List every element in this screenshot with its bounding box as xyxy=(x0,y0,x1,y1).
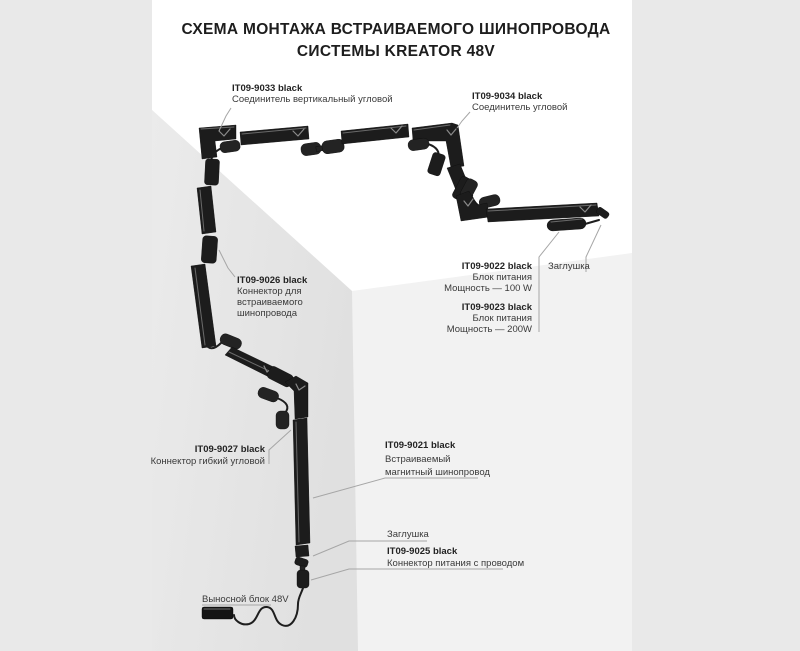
recessed-connector-9026 xyxy=(201,236,218,264)
label-9022-part: IT09-9022 black xyxy=(461,261,532,272)
label-9023-part: IT09-9023 black xyxy=(461,302,532,313)
label-9021-desc2: магнитный шинопровод xyxy=(385,467,490,478)
label-9034-desc: Соединитель угловой xyxy=(472,102,568,113)
label-9026-part: IT09-9026 black xyxy=(237,275,308,286)
page-title-line2: СИСТЕМЫ KREATOR 48V xyxy=(296,43,496,60)
label-9026-desc3: шинопровода xyxy=(237,308,298,319)
label-9033-desc: Соединитель вертикальный угловой xyxy=(232,94,393,105)
label-9021-part: IT09-9021 black xyxy=(385,440,456,451)
remote-driver-block xyxy=(202,607,233,619)
page-title-line1: СХЕМА МОНТАЖА ВСТРАИВАЕМОГО ШИНОПРОВОДА xyxy=(181,21,611,38)
label-remote-block: Выносной блок 48V xyxy=(202,594,289,605)
label-9027-desc: Коннектор гибкий угловой xyxy=(150,456,265,467)
label-9027-part: IT09-9027 black xyxy=(194,444,265,455)
label-9034-part: IT09-9034 black xyxy=(472,91,543,102)
wall-sleeve-connector-1 xyxy=(204,159,219,186)
label-9026-desc2: встраиваемого xyxy=(237,297,303,308)
label-9026-desc1: Коннектор для xyxy=(237,286,302,297)
label-9023-desc1: Блок питания xyxy=(472,313,532,324)
label-endcap-bottom: Заглушка xyxy=(387,529,429,540)
label-9023-desc2: Мощность — 200W xyxy=(446,324,532,335)
label-9022-desc2: Мощность — 100 W xyxy=(444,283,532,294)
label-9022-desc1: Блок питания xyxy=(472,272,532,283)
label-9025-part: IT09-9025 black xyxy=(387,546,458,557)
label-endcap-right: Заглушка xyxy=(548,261,590,272)
label-9033-part: IT09-9033 black xyxy=(232,83,303,94)
label-9025-desc: Коннектор питания с проводом xyxy=(387,558,525,569)
label-9021-desc1: Встраиваемый xyxy=(385,454,451,465)
